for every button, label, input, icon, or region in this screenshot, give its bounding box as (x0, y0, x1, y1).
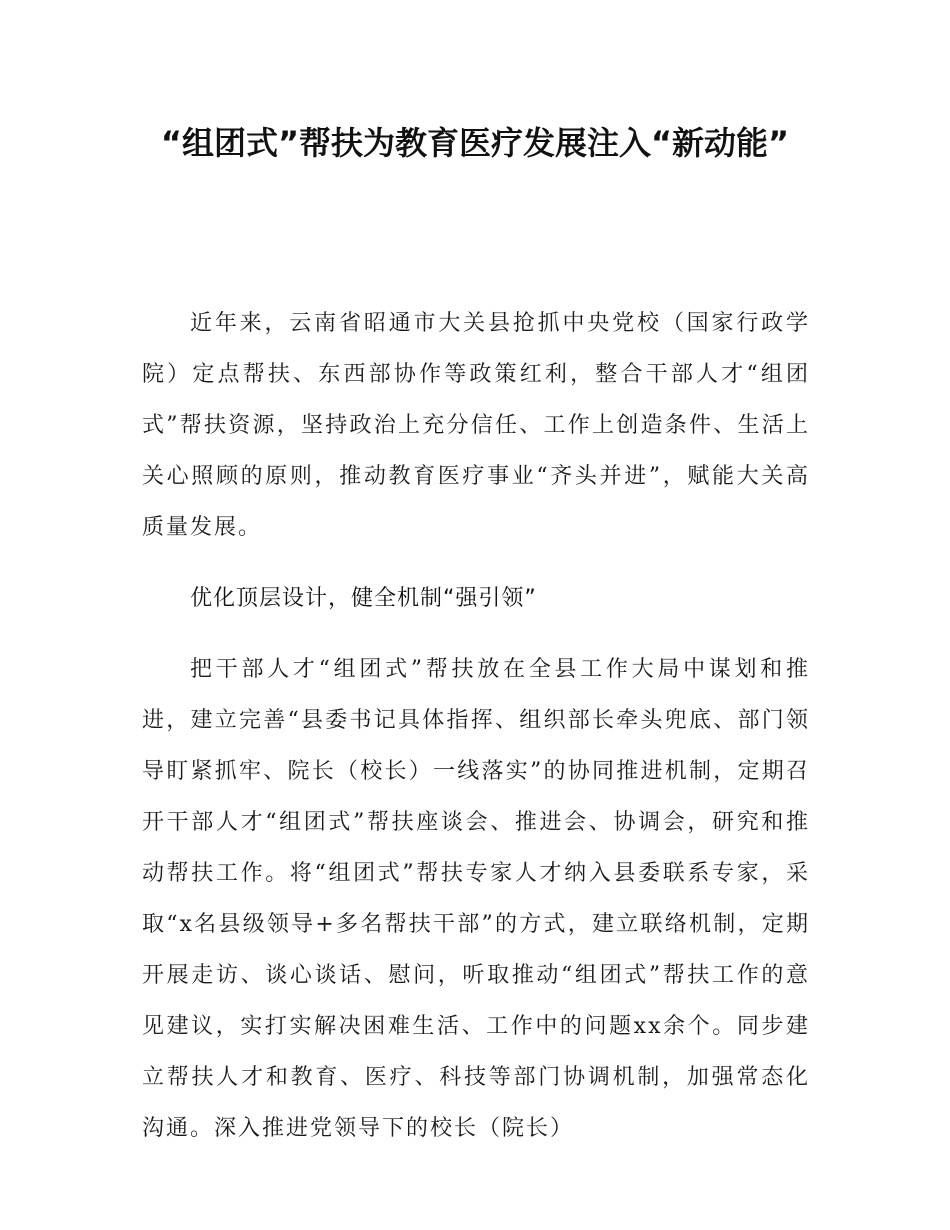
paragraph-intro: 近年来，云南省昭通市大关县抢抓中央党校（国家行政学院）定点帮扶、东西部协作等政策红利，整合干部人才“组团式”帮扶资源，坚持政治上充分信任、工作上创造条件、生活上关心照顾的原则，推动教育医疗事业“齐头并进”，赋能大关高质量发展。 (142, 311, 810, 540)
paragraph-mechanism: 把干部人才“组团式”帮扶放在全县工作大局中谋划和推进，建立完善“县委书记具体指挥、组织部长牵头兜底、部门领导盯紧抓牢、院长（校长）一线落实”的协同推进机制，定期召开干部人才“组团式”帮扶座谈会、推进会、协调会，研究和推动帮扶工作。将“组团式”帮扶专家人才纳入县委联系专家，采取“x名县级领导+多名帮扶干部”的方式，建立联络机制，定期开展走访、谈心谈话、慰问，听取推动“组团式”帮扶工作的意见建议，实打实解决困难生活、工作中的问题xx余个。同步建立帮扶人才和教育、医疗、科技等部门协调机制，加强常态化沟通。深入推进党领导下的校长（院长） (142, 657, 810, 1141)
document-title: “组团式”帮扶为教育医疗发展注入“新动能” (160, 124, 790, 162)
section-heading: 优化顶层设计，健全机制“强引领” (190, 586, 537, 611)
document-body (142, 298, 810, 1174)
